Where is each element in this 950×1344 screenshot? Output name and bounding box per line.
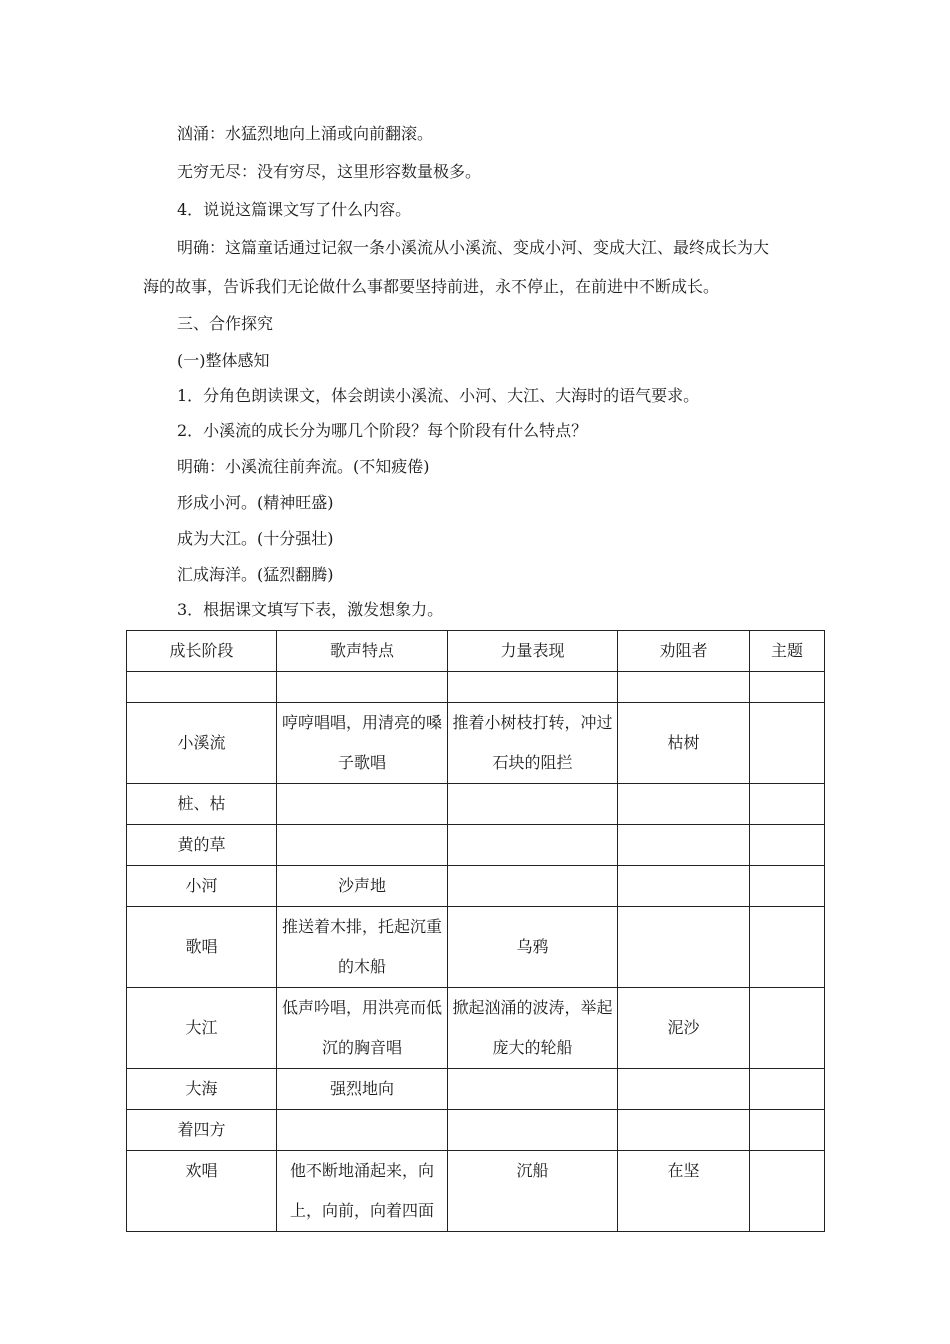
paragraph-question-3: 3．根据课文填写下表，激发想象力。 <box>177 600 444 619</box>
paragraph-answer-stage-1: 明确：小溪流往前奔流。(不知疲倦) <box>177 457 430 476</box>
table-cell-text: 他不断地涌起来，向上，向前，向着四面 <box>289 1161 434 1220</box>
table-row <box>127 866 825 907</box>
table-header-cell: 成长阶段 <box>127 631 277 672</box>
table-cell <box>750 866 825 907</box>
table-cell: 枯树 <box>618 703 750 784</box>
table-header-cell: 劝阻者 <box>618 631 750 672</box>
table-cell <box>448 988 618 1069</box>
table-cell <box>277 784 448 825</box>
subsection-heading: (一)整体感知 <box>177 351 270 370</box>
table-cell: 在坚 <box>618 1151 750 1232</box>
table-cell: 欢唱 <box>127 1151 277 1232</box>
section-heading: 三、合作探究 <box>177 314 274 333</box>
table-row <box>127 825 825 866</box>
table-row <box>127 988 825 1069</box>
table-cell <box>618 1110 750 1151</box>
table-cell <box>618 784 750 825</box>
table-cell <box>618 672 750 703</box>
table-cell <box>750 1069 825 1110</box>
table-row <box>127 672 825 703</box>
table-cell <box>277 703 448 784</box>
table-cell-text: 掀起汹涌的波涛，举起庞大的轮船 <box>452 998 613 1057</box>
table-cell <box>448 703 618 784</box>
table-cell-text: 哼哼唱唱，用清亮的嗓子歌唱 <box>281 713 442 772</box>
table-row <box>127 907 825 988</box>
table-cell-text: 推着小树枝打转，冲过石块的阻拦 <box>452 713 613 772</box>
table-cell <box>277 825 448 866</box>
table-header-cell: 主题 <box>750 631 825 672</box>
paragraph-question-2: 2．小溪流的成长分为哪几个阶段？每个阶段有什么特点？ <box>177 421 588 440</box>
paragraph-definition-wuqiongwujin: 无穷无尽：没有穷尽，这里形容数量极多。 <box>177 162 482 181</box>
table-cell <box>750 1110 825 1151</box>
paragraph-answer-line-2: 海的故事，告诉我们无论做什么事都要坚持前进，永不停止，在前进中不断成长。 <box>143 277 720 296</box>
table-row <box>127 1069 825 1110</box>
table-cell <box>618 907 750 988</box>
paragraph-question-1: 1．分角色朗读课文，体会朗读小溪流、小河、大江、大海时的语气要求。 <box>177 386 700 405</box>
table-cell <box>750 784 825 825</box>
table-cell <box>127 672 277 703</box>
table-cell: 强烈地向 <box>277 1069 448 1110</box>
table-row <box>127 784 825 825</box>
table-cell <box>750 672 825 703</box>
paragraph-answer-stage-3: 成为大江。(十分强壮) <box>177 529 334 548</box>
table-cell <box>750 1151 825 1232</box>
table-cell: 小河 <box>127 866 277 907</box>
table-cell: 黄的草 <box>127 825 277 866</box>
table-cell <box>277 907 448 988</box>
paragraph-definition-xiongyong: 汹涌：水猛烈地向上涌或向前翻滚。 <box>177 124 434 143</box>
table-cell <box>448 672 618 703</box>
table-cell <box>618 825 750 866</box>
table-cell <box>277 1151 448 1232</box>
table-cell <box>750 907 825 988</box>
table-header-cell: 歌声特点 <box>277 631 448 672</box>
table-cell: 桩、枯 <box>127 784 277 825</box>
table-cell <box>448 866 618 907</box>
paragraph-question-4: 4．说说这篇课文写了什么内容。 <box>177 200 412 219</box>
table-cell <box>448 825 618 866</box>
table-cell <box>277 1110 448 1151</box>
table-cell: 着四方 <box>127 1110 277 1151</box>
paragraph-answer-line-1: 明确：这篇童话通过记叙一条小溪流从小溪流、变成小河、变成大江、最终成长为大 <box>177 238 770 257</box>
table-cell: 乌鸦 <box>448 907 618 988</box>
table-cell: 歌唱 <box>127 907 277 988</box>
table-cell <box>618 866 750 907</box>
table-cell <box>277 672 448 703</box>
table-cell <box>448 1069 618 1110</box>
table-cell <box>448 784 618 825</box>
table-cell-text: 推送着木排，托起沉重的木船 <box>281 917 442 976</box>
table-cell: 泥沙 <box>618 988 750 1069</box>
table-row <box>127 703 825 784</box>
table-cell: 小溪流 <box>127 703 277 784</box>
growth-stages-table <box>126 630 825 1232</box>
table-cell-text: 低声吟唱，用洪亮而低沉的胸音唱 <box>281 998 442 1057</box>
table-row <box>127 1110 825 1151</box>
table-cell: 沙声地 <box>277 866 448 907</box>
table-cell <box>448 1110 618 1151</box>
table-cell: 沉船 <box>448 1151 618 1232</box>
paragraph-answer-stage-4: 汇成海洋。(猛烈翻腾) <box>177 565 334 584</box>
table-cell <box>750 825 825 866</box>
table-cell: 大江 <box>127 988 277 1069</box>
table-cell <box>618 1069 750 1110</box>
table-cell <box>750 988 825 1069</box>
table-cell <box>277 988 448 1069</box>
table-cell <box>750 703 825 784</box>
table-header-row <box>127 631 825 672</box>
paragraph-answer-stage-2: 形成小河。(精神旺盛) <box>177 493 334 512</box>
table-row <box>127 1151 825 1232</box>
table-header-cell: 力量表现 <box>448 631 618 672</box>
table-cell: 大海 <box>127 1069 277 1110</box>
